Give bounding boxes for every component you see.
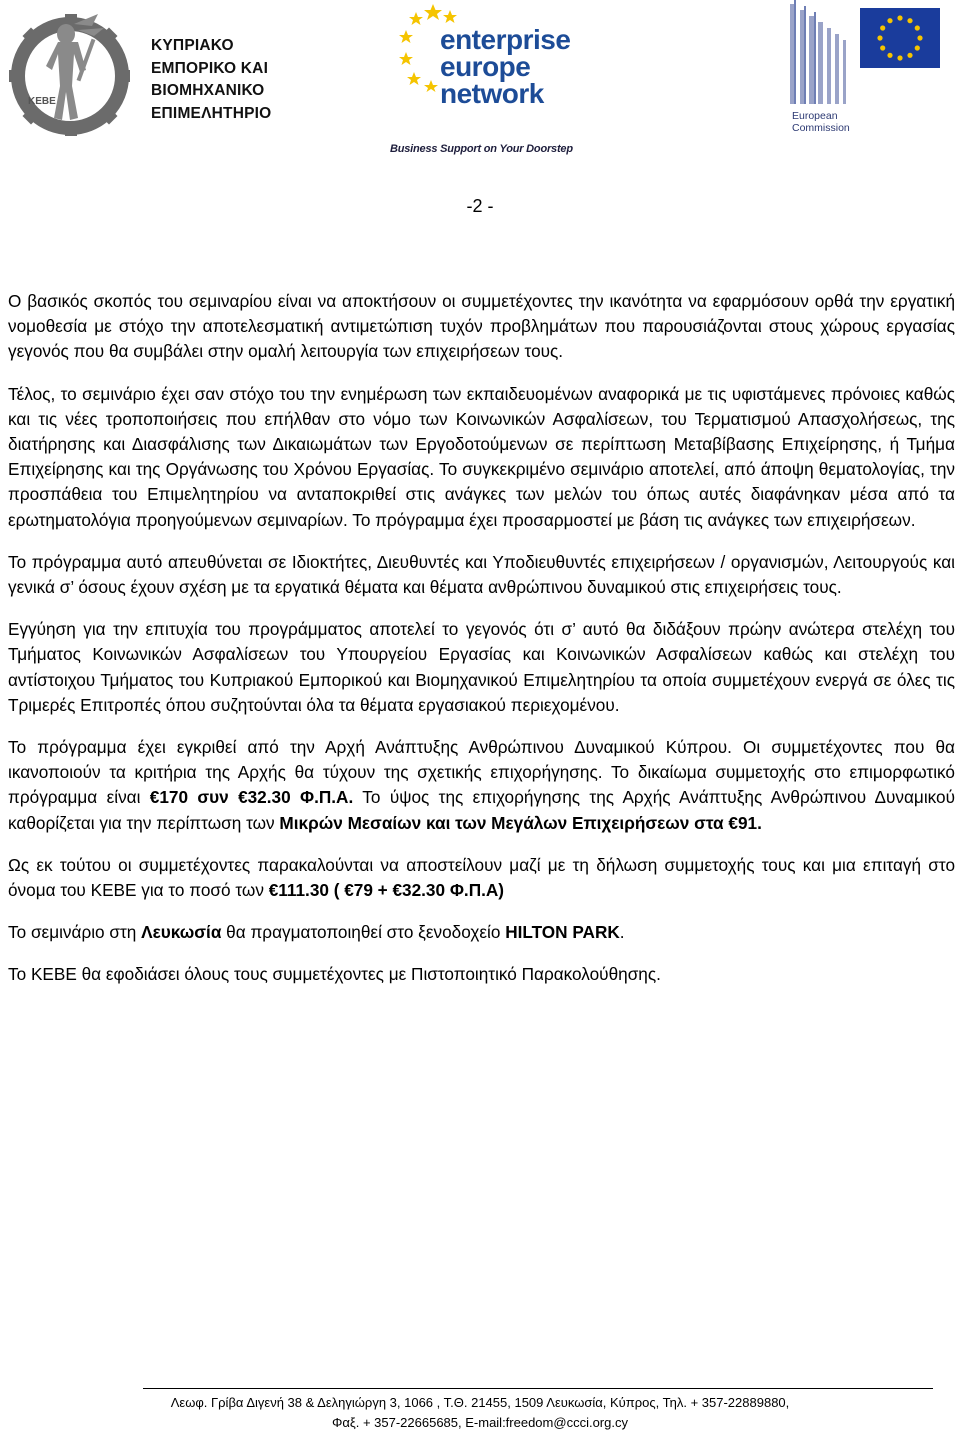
payment-amount: €111.30 ( €79 + €32.30 Φ.Π.Α): [268, 880, 505, 901]
text-run: .: [619, 922, 625, 943]
text-run: Το πρόγραμμα έχει εγκριθεί από την Αρχή Ανάπτυξης Ανθρώπινου Δυναμικού Κύπρου. Οι συμμετέχοντες που θα ικανοποιούν τα κριτήρια της Αρχής θα τύχουν της σχετικής επιχορήγησης. Το δικαίωμα συμμετοχής στο επιμορφωτικό πρόγραμμα είναι: [8, 737, 955, 808]
fee-amount: €170 συν €32.30 Φ.Π.Α.: [149, 787, 354, 808]
footer-address: Λεωφ. Γρίβα Διγενή 38 & Δεληγιώργη 3, 1066 , Τ.Θ. 21455, 1509 Λευκωσία, Κύπρος, Τηλ. + 357-22889880,: [170, 1395, 790, 1410]
paragraph: Το ΚΕΒΕ θα εφοδιάσει όλους τους συμμετέχοντες με Πιστοποιητικό Παρακολούθησης.: [8, 964, 661, 985]
ec-wordmark: [792, 110, 850, 134]
footer-contact: Φαξ. + 357-22665685, E-mail:freedom@ccci.org.cy: [332, 1415, 628, 1430]
ec-word: European: [792, 110, 838, 122]
kebe-name-line: ΚΥΠΡΙΑΚΟ: [151, 37, 234, 54]
venue-hotel: HILTON PARK: [505, 922, 620, 943]
document-body: [8, 289, 955, 1005]
een-word: network: [440, 78, 544, 109]
paragraph-venue: [8, 920, 955, 945]
subsidy-amount: Μικρών Μεσαίων και των Μεγάλων Επιχειρήσεων στα €91.: [279, 812, 762, 833]
european-commission-logo: [780, 0, 950, 140]
footer: [0, 1393, 960, 1433]
een-word: europe: [440, 51, 531, 82]
text-run: Το ύψος της επιχορήγησης της Αρχής Ανάπτυξης Ανθρώπινου Δυναμικού καθορίζεται για την περίπτωση των: [8, 787, 956, 833]
kebe-name-line: ΕΠΙΜΕΛΗΤΗΡΙΟ: [151, 104, 272, 122]
een-logo: [388, 0, 578, 160]
paragraph-fees: [8, 735, 955, 836]
paragraph-payment: [8, 853, 955, 903]
kebe-name-line: ΕΜΠΟΡΙΚΟ ΚΑΙ: [151, 59, 269, 77]
een-wordmark: [440, 26, 570, 107]
kebe-emblem-letters: ΚΕΒΕ: [28, 96, 56, 107]
page-number: -2 -: [466, 196, 494, 216]
footer-divider: [143, 1388, 933, 1389]
text-run: Το σεμινάριο στη: [8, 922, 142, 943]
eu-flag-building-icon: [780, 0, 950, 108]
paragraph: Το πρόγραμμα αυτό απευθύνεται σε Ιδιοκτήτες, Διευθυντές και Υποδιευθυντές επιχειρήσεων / οργανισμών, Λειτουργούς και γενικά σ’ όσους έχουν σχέση με τα εργατικά θέματα και θέματα ανθρώπινου δυναμικού στις επιχειρήσεις τους.: [8, 551, 955, 598]
letterhead: [0, 0, 960, 165]
venue-city: Λευκωσία: [141, 922, 222, 943]
paragraph: Εγγύηση για την επιτυχία του προγράμματος αποτελεί το γεγονός ότι σ’ αυτό θα διδάξουν πρώην ανώτερα στελέχη του Τμήματος Κοινωνικών Ασφαλίσεων του Υπουργείου Εργασίας και Κοινωνικών Ασφαλίσεων καθώς και στελέχη του αντίστοιχου Τμήματος του Κυπριακού Εμπορικού και Βιομηχανικού Επιμελητηρίου τα οποία συμμετέχουν ενεργά σε όλες τις Τριμερές Επιτροπές όπου συζητούνται όλα τα θέματα εργασιακού περιεχομένου.: [8, 619, 955, 715]
paragraph: Τέλος, το σεμινάριο έχει σαν στόχο του την ενημέρωση των εκπαιδευομένων αναφορικά με τις υφιστάμενες πρόνοιες καθώς και τις νέες τροποποιήσεις που επήλθαν στο νόμο των Κοινωνικών Ασφαλίσεων, του Τερματισμού Απασχολήσεως, της διατήρησης και Διασφάλισης των Δικαιωμάτων των Εργοδοτούμενων σε περίπτωση Μεταβίβασης Επιχείρησης, ή Τμήμα Επιχείρησης και της Οργάνωσης του Χρόνου Εργασίας. Το συγκεκριμένο σεμινάριο αποτελεί, από άποψη θεματολογίας, την προσπάθεια του Επιμελητηρίου να ανταποκριθεί στις ανάγκες των μελών του όπως αυτές διαφάνηκαν μέσα από τα ερωτηματολόγια προηγούμενων σεμιναρίων. Το πρόγραμμα έχει προσαρμοστεί με βάση τις ανάγκες των επιχειρήσεων.: [8, 383, 955, 530]
een-tagline: Business Support on Your Doorstep: [390, 143, 573, 155]
paragraph: Ο βασικός σκοπός του σεμιναρίου είναι να αποκτήσουν οι συμμετέχοντες την ικανότητα να εφαρμόσουν ορθά την εργατική νομοθεσία με στόχο την αποτελεσματική αντιμετώπιση τυχόν προβλημάτων που παρουσιάζονται στους χώρους εργασίας γεγονός που θα συμβάλει στην ομαλή λειτουργία των επιχειρήσεων τους.: [8, 291, 955, 362]
ec-word: Commission: [792, 122, 850, 134]
kebe-logo: [8, 8, 308, 138]
kebe-emblem-icon: [8, 8, 148, 138]
een-word: enterprise: [440, 24, 571, 55]
text-run: Ως εκ τούτου οι συμμετέχοντες παρακαλούνται να αποστείλουν μαζί με τη δήλωση συμμετοχής τους και μια επιταγή στο όνομα του ΚΕΒΕ για το ποσό των: [8, 854, 955, 901]
kebe-name-line: ΒΙΟΜΗΧΑΝΙΚΟ: [151, 82, 265, 99]
text-run: θα πραγματοποιηθεί στο ξενοδοχείο: [221, 922, 506, 943]
kebe-name: [151, 35, 271, 125]
